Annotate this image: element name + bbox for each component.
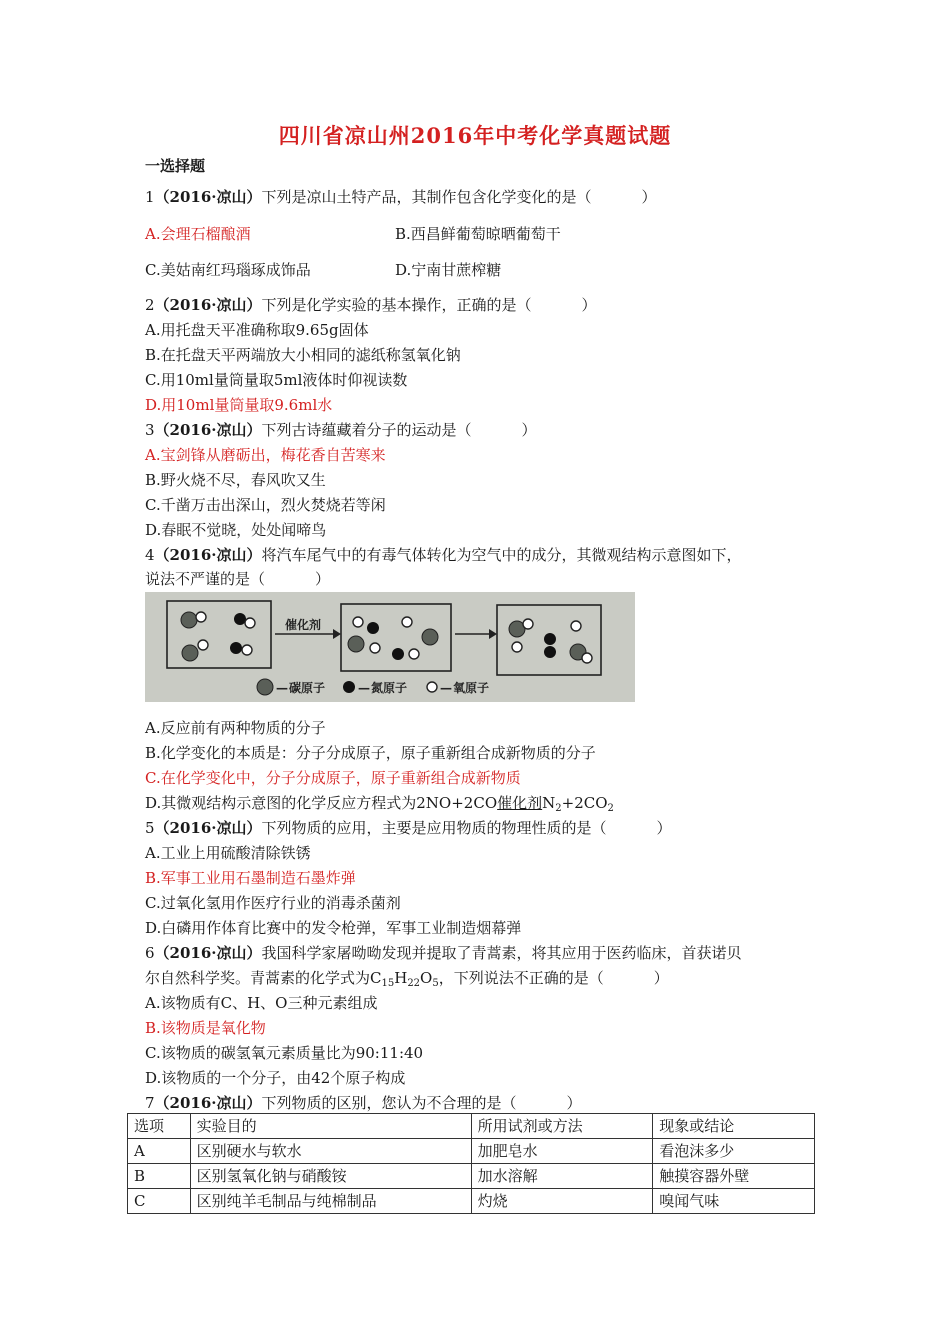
table-cell: C xyxy=(128,1189,191,1214)
q1-option-c: C.美姑南红玛瑙琢成饰品 xyxy=(145,261,311,279)
reaction-diagram xyxy=(145,592,635,702)
oxygen-atom-icon xyxy=(427,682,437,692)
table-row xyxy=(128,1164,815,1189)
table-header-cell: 现象或结论 xyxy=(653,1114,815,1139)
q4-option-a: A.反应前有两种物质的分子 xyxy=(145,719,326,737)
question-2-stem: 2（2016·凉山）下列是化学实验的基本操作，正确的是（ ） xyxy=(145,296,597,314)
q4-option-b: B.化学变化的本质是：分子分成原子，原子重新组合成新物质的分子 xyxy=(145,744,596,762)
nitrogen-atom-icon xyxy=(343,681,355,693)
q5-option-d: D.白磷用作体育比赛中的发令枪弹，军事工业制造烟幕弹 xyxy=(145,919,522,937)
q2-option-d: D.用10ml量筒量取9.6ml水 xyxy=(145,396,333,414)
question-5-stem: 5（2016·凉山）下列物质的应用，主要是应用物质的物理性质的是（ ） xyxy=(145,819,672,837)
question-6-stem: 6（2016·凉山）我国科学家屠呦呦发现并提取了青蒿素，将其应用于医药临床，首获诺贝 xyxy=(145,944,742,962)
question-4-stem-2: 说法不严谨的是（ ） xyxy=(145,570,331,588)
q4-option-d: D.其微观结构示意图的化学反应方程式为2NO+2CO催化剂$N_2+2CO_2$ xyxy=(145,794,614,814)
table-cell: 嗅闻气味 xyxy=(653,1189,815,1214)
section-heading: 一选择题 xyxy=(145,157,206,175)
table-header-cell: 选项 xyxy=(128,1114,191,1139)
q6-option-a: A.该物质有C、H、O三种元素组成 xyxy=(145,994,378,1012)
question-1-stem: 1（2016·凉山）下列是凉山土特产品，其制作包含化学变化的是（ ） xyxy=(145,188,657,206)
q4-option-c: C.在化学变化中，分子分成原子，原子重新组合成新物质 xyxy=(145,769,521,787)
svg-text:—: — xyxy=(440,681,452,695)
q3-option-b: B.野火烧不尽，春风吹又生 xyxy=(145,471,326,489)
table-cell: B xyxy=(128,1164,191,1189)
q5-option-b: B.军事工业用石墨制造石墨炸弹 xyxy=(145,869,356,887)
table-cell: 加水溶解 xyxy=(471,1164,653,1189)
q1-option-b: B.西昌鲜葡萄晾晒葡萄干 xyxy=(395,225,561,243)
catalyst-label: 催化剂 xyxy=(285,618,322,632)
q1-option-d: D.宁南甘蔗榨糖 xyxy=(395,261,502,279)
table-cell: 看泡沫多少 xyxy=(653,1139,815,1164)
q6-option-c: C.该物质的碳氢氧元素质量比为90:11:40 xyxy=(145,1044,424,1062)
table-row xyxy=(128,1139,815,1164)
before-box xyxy=(167,601,271,668)
table-cell: 区别纯羊毛制品与纯棉制品 xyxy=(190,1189,471,1214)
table-header-cell: 所用试剂或方法 xyxy=(471,1114,653,1139)
table-row xyxy=(128,1189,815,1214)
table-cell: 触摸容器外壁 xyxy=(653,1164,815,1189)
legend-nitrogen: 氮原子 xyxy=(371,681,408,695)
q5-option-c: C.过氧化氢用作医疗行业的消毒杀菌剂 xyxy=(145,894,401,912)
q3-option-c: C.千凿万击出深山，烈火焚烧若等闲 xyxy=(145,496,386,514)
legend-oxygen: 氧原子 xyxy=(453,681,490,695)
q2-option-a: A.用托盘天平准确称取9.65g固体 xyxy=(145,321,369,339)
q2-option-b: B.在托盘天平两端放大小相同的滤纸称氢氧化钠 xyxy=(145,346,461,364)
table-cell: A xyxy=(128,1139,191,1164)
page-title: 四川省凉山州2016年中考化学真题试题 xyxy=(278,123,672,148)
table-header-row xyxy=(128,1114,815,1139)
svg-text:—: — xyxy=(358,681,370,695)
q1-option-a: A.会理石榴酿酒 xyxy=(145,225,251,243)
q6-option-d: D.该物质的一个分子，由42个原子构成 xyxy=(145,1069,406,1087)
q3-option-a: A.宝剑锋从磨砺出，梅花香自苦寒来 xyxy=(145,446,386,464)
table-header-cell: 实验目的 xyxy=(190,1114,471,1139)
question-7-stem: 7（2016·凉山）下列物质的区别，您认为不合理的是（ ） xyxy=(145,1094,582,1112)
question-3-stem: 3（2016·凉山）下列古诗蕴藏着分子的运动是（ ） xyxy=(145,421,537,439)
legend-carbon: 碳原子 xyxy=(289,681,326,695)
carbon-atom-icon xyxy=(257,679,273,695)
question-6-stem-2: 尔自然科学奖。青蒿素的化学式为$C_{15}H_{22}O_5$，下列说法不正确的是（ ） xyxy=(145,969,669,989)
table-cell: 加肥皂水 xyxy=(471,1139,653,1164)
table-cell: 灼烧 xyxy=(471,1189,653,1214)
q5-option-a: A.工业上用硫酸清除铁锈 xyxy=(145,844,311,862)
q7-options-table xyxy=(127,1113,815,1214)
q3-option-d: D.春眠不觉晓，处处闻啼鸟 xyxy=(145,521,327,539)
table-cell: 区别硬水与软水 xyxy=(190,1139,471,1164)
q6-option-b: B.该物质是氧化物 xyxy=(145,1019,266,1037)
svg-text:—: — xyxy=(276,681,288,695)
question-4-stem: 4（2016·凉山）将汽车尾气中的有毒气体转化为空气中的成分，其微观结构示意图如下， xyxy=(145,546,742,564)
table-cell: 区别氢氧化钠与硝酸铵 xyxy=(190,1164,471,1189)
q2-option-c: C.用10ml量筒量取5ml液体时仰视读数 xyxy=(145,371,408,389)
